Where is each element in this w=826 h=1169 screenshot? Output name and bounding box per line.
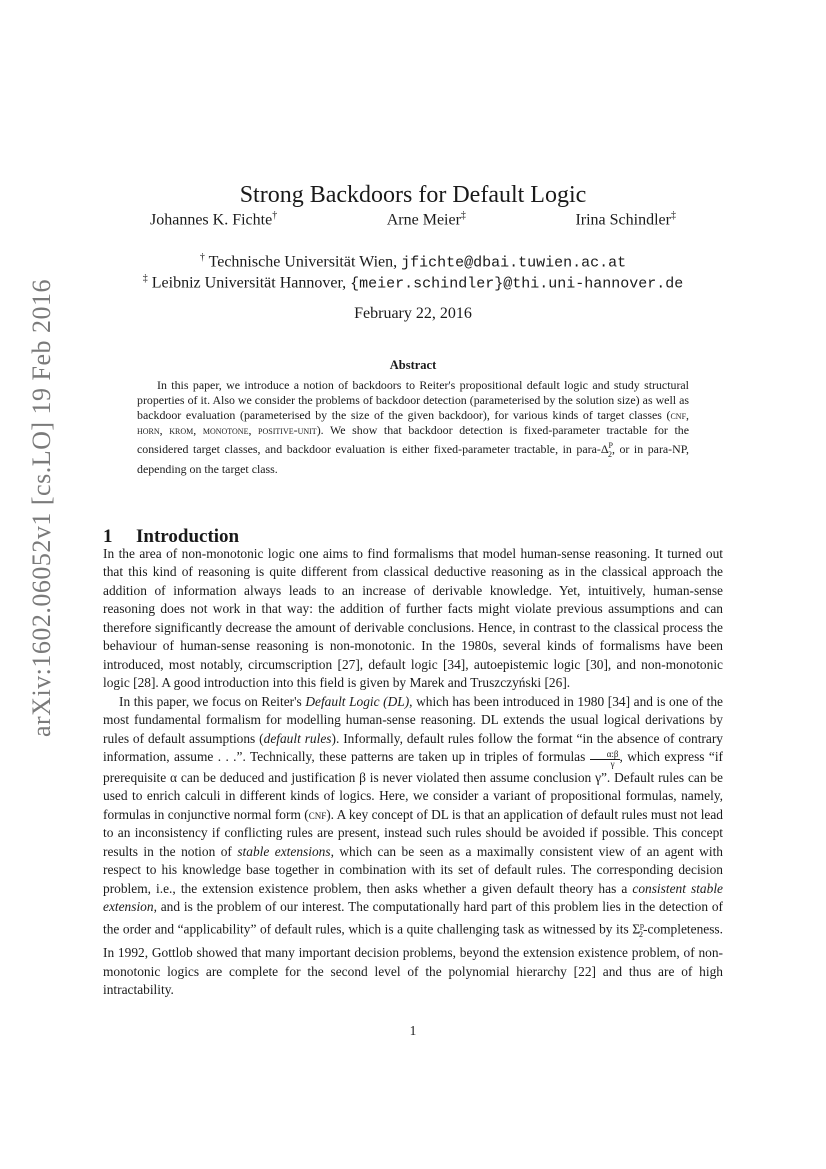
author xyxy=(575,210,676,229)
abstract-heading: Abstract xyxy=(389,358,437,372)
body-paragraph: In this paper, we focus on Reiter's Default Logic (DL), which has been introduced in 1980 [34] and is one of the most fundamental formalism for modelling human-sense reasoning. DL extends the usual logical derivations by rules of default assumptions (default rules). Informally, default rules follow the format “in the absence of contrary information, assume . . .”. Technically, these patterns are taken up in triples of formulas $\frac{\alpha:\beta}{\gamma}$ , which express “if prerequisite α can be deduced and justification β is never violated then assume conclusion γ”. Default rules can be used to enrich calculi in different kinds of logics. Here, we consider a variant of propositional formulas, namely, formulas in conjunctive normal form (cnf). A key concept of DL is that an application of default rules must not lead to an inconsistency if conflicting rules are present, instead such rules should be avoided if possible. This concept results in the notion of stable extensions, which can be seen as a maximally consistent view of an agent with respect to his knowledge base together in combination with its set of default rules. The corresponding decision problem, i.e., the extension existence problem, then asks whether a given default theory has a consistent stable extension, and is the problem of our interest. The computationally hard part of this problem lies in the detection of the order and “applicability” of default rules, which is a quite challenging task as witnessed by its $\Sigma^p_2$-completeness. In 1992, Gottlob showed that many important decision problems, beyond the extension existence problem, of non-monotonic logics are complete for the second level of the polynomial hierarchy [22] and thus are of high intractability. xyxy=(103,693,723,998)
affiliation xyxy=(0,273,826,292)
affiliation-email: {meier.schindler}@thi.uni-hannover.de xyxy=(350,275,684,293)
author-affiliation-mark: ‡ xyxy=(460,210,466,221)
author-name: Arne Meier xyxy=(386,211,461,229)
author-name: Irina Schindler xyxy=(575,211,671,229)
author-affiliation-mark: † xyxy=(272,210,278,221)
section-title: Introduction xyxy=(136,525,240,547)
author xyxy=(150,210,277,229)
publication-date: February 22, 2016 xyxy=(354,305,472,322)
default-rule-fraction: $\frac{\alpha:\beta}{\gamma}$ xyxy=(590,750,620,769)
affiliation xyxy=(0,252,826,271)
affiliation-email: jfichte@dbai.tuwien.ac.at xyxy=(401,254,627,272)
body-paragraph: In the area of non-monotonic logic one aims to find formalisms that model human-sense reasoning. It turned out that this kind of reasoning is quite different from classical deductive reasoning as in the classical approach the addition of information always leads to an increase of derivable knowledge. Yet, intuitively, human-sense reasoning does not work in that way: the addition of further facts might violate previous assumptions and can therefore significantly decrease the amount of derivable conclusions. Hence, in contrast to the classical process the behaviour of human-sense reasoning is non-monotonic. In the 1980s, several kinds of formalisms have been introduced, most notably, circumscription [27], default logic [34], autoepistemic logic [30], and non-monotonic logic [28]. A good introduction into this field is given by Marek and Truszczyński [26]. xyxy=(103,546,723,691)
affiliation-institution: Leibniz Universität Hannover, xyxy=(151,274,351,292)
affiliation-mark: ‡ xyxy=(142,273,148,284)
affiliation-institution: Technische Universität Wien, xyxy=(208,253,402,271)
author-list xyxy=(150,210,676,229)
section-number: 1 xyxy=(103,525,113,547)
author xyxy=(387,210,466,229)
author-affiliation-mark: ‡ xyxy=(670,210,676,221)
paper-title: Strong Backdoors for Default Logic xyxy=(239,182,587,209)
page-number: 1 xyxy=(409,1023,417,1038)
abstract-body xyxy=(137,378,689,477)
author-name: Johannes K. Fichte xyxy=(150,211,273,229)
arxiv-identifier-stamp xyxy=(22,278,62,738)
affiliation-mark: † xyxy=(199,252,205,263)
abstract-paragraph: In this paper, we introduce a notion of backdoors to Reiter's propositional default logic and study structural properties of it. Also we consider the problems of backdoor detection (parameterised by the solution size) as well as backdoor evaluation (parameterised by the size of the given backdoor), for various kinds of target classes (cnf, horn, krom, monotone, positive-unit). We show that backdoor detection is fixed-parameter tractable for the considered target classes, and backdoor evaluation is either fixed-parameter tractable, in para-$\Delta^P_2$, or in para-NP, depending on the target class. xyxy=(137,378,689,476)
target-class-list: cnf, horn, krom, monotone, positive-unit xyxy=(137,408,689,438)
body-text xyxy=(103,545,723,1000)
arxiv-identifier-text: arXiv:1602.06052v1 [cs.LO] 19 Feb 2016 xyxy=(27,278,56,738)
